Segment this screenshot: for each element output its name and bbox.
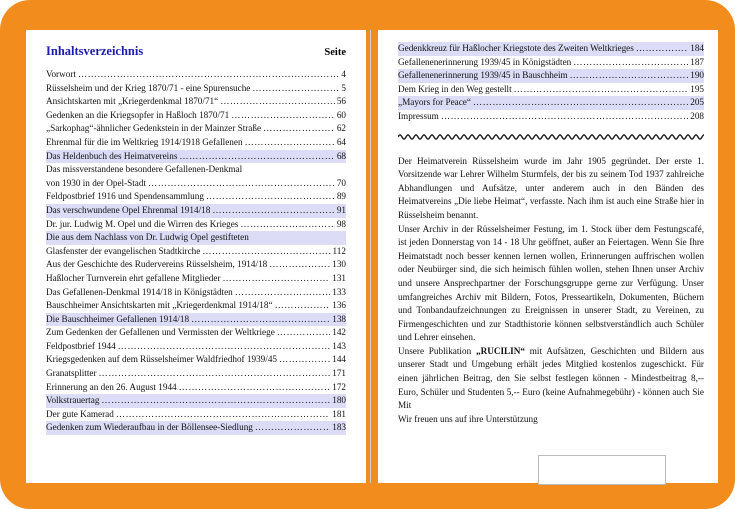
toc-entry-page: 112 bbox=[332, 245, 346, 256]
toc-entry-page: 131 bbox=[332, 272, 346, 283]
toc-entry-title: Haßlocher Turnverein ehrt gefallene Mitglieder bbox=[46, 272, 221, 283]
toc-entry[interactable] bbox=[46, 258, 346, 272]
toc-entry-page: 180 bbox=[332, 395, 346, 406]
paragraph-closing: Wir freuen uns auf ihre Unterstützung bbox=[398, 413, 538, 424]
toc-entry-page: 138 bbox=[332, 313, 346, 324]
toc-entry-title: Gedenken an die Kriegsopfer in Haßloch 1870/71 bbox=[46, 109, 230, 120]
dot-leader bbox=[206, 190, 335, 204]
dot-leader bbox=[148, 177, 335, 191]
toc-entry[interactable] bbox=[398, 96, 704, 110]
toc-entry-page: 56 bbox=[336, 96, 346, 107]
toc-entry-page: 133 bbox=[332, 286, 346, 297]
toc-entry[interactable] bbox=[398, 83, 704, 97]
dot-leader bbox=[191, 313, 330, 327]
toc-entry-title: Feldpostbrief 1916 und Spendensammlung bbox=[46, 191, 204, 202]
toc-header bbox=[46, 44, 346, 59]
dot-leader bbox=[570, 69, 689, 83]
dot-leader bbox=[573, 56, 688, 70]
toc-entry-title: Zum Gedenken der Gefallenen und Vermissten der Weltkriege bbox=[46, 327, 275, 338]
toc-entry[interactable] bbox=[46, 109, 346, 123]
toc-entry-page: 70 bbox=[336, 177, 346, 188]
dot-leader bbox=[235, 286, 330, 300]
toc-entry[interactable] bbox=[46, 231, 346, 245]
toc-entry-title: von 1930 in der Opel-Stadt bbox=[46, 177, 147, 188]
toc-entry[interactable] bbox=[46, 340, 346, 354]
toc-entry-page: 184 bbox=[690, 43, 704, 53]
toc-entry-page: 205 bbox=[690, 97, 704, 108]
toc-page-column-header: Seite bbox=[324, 47, 346, 58]
toc-entry-title: Rüsselsheim und der Krieg 1870/71 - eine Spurensuche bbox=[46, 82, 251, 93]
toc-entry-page: 91 bbox=[336, 204, 346, 215]
dot-leader bbox=[245, 136, 335, 150]
toc-list-continued bbox=[398, 42, 704, 124]
dot-leader bbox=[514, 83, 689, 97]
toc-entry-page: 171 bbox=[332, 368, 346, 379]
toc-entry[interactable] bbox=[46, 122, 346, 136]
toc-entry[interactable] bbox=[46, 381, 346, 395]
toc-entry[interactable] bbox=[46, 353, 346, 367]
toc-entry-title: Dr. jur. Ludwig M. Opel und die Wirren des Krieges bbox=[46, 218, 239, 229]
toc-entry-title: Granatsplitter bbox=[46, 368, 97, 379]
toc-entry[interactable] bbox=[398, 110, 704, 124]
dot-leader bbox=[101, 394, 330, 408]
toc-entry[interactable] bbox=[46, 68, 346, 82]
toc-entry-title: Das Heldenbuch des Heimatvereins bbox=[46, 150, 178, 161]
dot-leader bbox=[99, 367, 331, 381]
toc-entry[interactable] bbox=[46, 394, 346, 408]
redaction-box bbox=[538, 455, 666, 485]
toc-entry[interactable] bbox=[46, 177, 346, 191]
toc-entry-title: Ehrenmal für die im Weltkrieg 1914/1918 Gefallenen bbox=[46, 136, 243, 147]
dot-leader bbox=[275, 299, 331, 313]
toc-entry-title: Impressum bbox=[398, 110, 439, 121]
toc-entry[interactable] bbox=[46, 326, 346, 340]
toc-entry-page: 5 bbox=[341, 82, 346, 93]
toc-entry[interactable] bbox=[398, 56, 704, 70]
toc-entry[interactable] bbox=[46, 421, 346, 435]
toc-entry[interactable] bbox=[46, 204, 346, 218]
dot-leader bbox=[279, 353, 330, 367]
toc-entry[interactable] bbox=[46, 272, 346, 286]
toc-entry-title: Aus der Geschichte des Rudervereins Rüsselsheim, 1914/18 bbox=[46, 259, 268, 270]
association-description bbox=[398, 155, 704, 427]
toc-entry[interactable] bbox=[398, 42, 704, 56]
toc-list bbox=[46, 68, 346, 435]
dot-leader bbox=[277, 326, 330, 340]
toc-entry-title: Das Gefallenen-Denkmal 1914/18 in Königstädten bbox=[46, 286, 233, 297]
toc-entry-title: Die Bauschheimer Gefallenen 1914/18 bbox=[46, 313, 190, 324]
toc-entry[interactable] bbox=[46, 245, 346, 259]
dot-leader bbox=[252, 82, 339, 96]
toc-entry-page: 143 bbox=[332, 340, 346, 351]
toc-entry-page: 190 bbox=[690, 70, 704, 81]
toc-entry-title: Der gute Kamerad bbox=[46, 408, 114, 419]
toc-entry[interactable] bbox=[46, 286, 346, 300]
toc-page bbox=[26, 30, 366, 483]
toc-entry-page: 62 bbox=[336, 123, 346, 134]
toc-entry-title: Erinnerung an den 26. August 1944 bbox=[46, 381, 177, 392]
toc-entry-page: 64 bbox=[336, 136, 346, 147]
toc-entry-page: 195 bbox=[690, 83, 704, 94]
toc-entry[interactable] bbox=[398, 69, 704, 83]
toc-entry-page: 130 bbox=[332, 259, 346, 270]
toc-entry[interactable] bbox=[46, 190, 346, 204]
paragraph-archive: Unser Archiv in der Rüsselsheimer Festung, im 1. Stock über dem Festungscafé, ist jeden Donnerstag von 14 - 18 Uhr geöffnet, außer an Feiertagen. Wenn Sie Ihre Heimatstadt noch besser kennen lernen wollen, Erinnerungen auffrischen wollen oder Neubürger sind, die sich heimisch fühlen wollen, stehen Ihnen unser Archiv und unsere Ansprechpartner der Forschungsgruppe gerne zur Verfügung. Unser umfangreiches Archiv mit Bildern, Fotos, Pressеartikeln, Dokumenten, Büchern und Tonbandaufzeichnungen zu Ereignissen in unserer Stadt, zu Vereinen, zu Firmengeschichten und zur Stadthistorie können selbstverständlich auch Schüler und Lehrer einsehen. bbox=[398, 223, 704, 343]
toc-entry-page: 136 bbox=[332, 300, 346, 311]
toc-entry-title: „Mayors for Peace“ bbox=[398, 97, 471, 108]
toc-entry-page: 60 bbox=[336, 109, 346, 120]
toc-entry-title: Feldpostbrief 1944 bbox=[46, 340, 116, 351]
toc-title: Inhaltsverzeichnis bbox=[46, 44, 144, 58]
toc-entry-page: 183 bbox=[332, 422, 346, 433]
toc-entry-title: Das missverstandene besondere Gefallenen-Denkmal bbox=[46, 164, 243, 175]
toc-entry-title: Kriegsgedenken auf dem Rüsselsheimer Waldfriedhof 1939/45 bbox=[46, 354, 278, 365]
dot-leader bbox=[441, 110, 688, 124]
toc-entry-page: 144 bbox=[332, 354, 346, 365]
dot-leader bbox=[179, 381, 331, 395]
wavy-separator bbox=[398, 132, 704, 142]
toc-entry-page: 4 bbox=[341, 69, 346, 79]
toc-entry[interactable] bbox=[46, 163, 346, 177]
toc-entry-title: Volkstrauertag bbox=[46, 395, 100, 406]
paragraph-history: Der Heimatverein Rüsselsheim wurde im Jahr 1905 gegründet. Der erste 1. Vorsitzende war Lehrer Wilhelm Sturmfels, der bis zu seinem Tod 1937 zahlreiche Abhandlungen und Aufsätze, unter anderem auch in den Bänden des Heimatvereins „Die liebe Heimat“, verfasste. Nach ihm ist auch eine Straße hier in Rüsselsheim benannt. bbox=[398, 155, 704, 220]
dot-leader bbox=[212, 204, 335, 218]
dot-leader bbox=[202, 245, 330, 259]
toc-entry-title: Das verschwundene Opel Ehrenmal 1914/18 bbox=[46, 204, 211, 215]
toc-entry-page: 68 bbox=[336, 150, 346, 161]
paragraph-membership: Unsere Publikation „RUCILIN“ mit Aufsätzen, Geschichten und Bildern aus unserer Stadt und Umgebung erhält jedes Mitglied kostenlos zugeschickt. Für einen jährlichen Beitrag, den Sie selbst festlegen können - Mindestbeitrag 8,-- Euro, Schüler und Studenten 5,-- Euro (keine Aufnahmegebühr) - können auch Sie Mit bbox=[398, 345, 704, 411]
toc-entry[interactable] bbox=[46, 367, 346, 381]
dot-leader bbox=[220, 95, 335, 109]
dot-leader bbox=[269, 258, 330, 272]
publication-name: „RUCILIN“ bbox=[475, 345, 525, 356]
dot-leader bbox=[240, 218, 334, 232]
dot-leader bbox=[179, 150, 334, 164]
toc-entry-title: Glasfenster der evangelischen Stadtkirche bbox=[46, 245, 201, 256]
dot-leader bbox=[118, 340, 331, 354]
toc-entry[interactable] bbox=[46, 299, 346, 313]
dot-leader bbox=[116, 408, 330, 422]
toc-entry-title: Gedenkkreuz für Haßlocher Kriegstote des Zweiten Weltkrieges bbox=[398, 43, 634, 53]
toc-entry-page: 98 bbox=[336, 218, 346, 229]
toc-entry[interactable] bbox=[46, 82, 346, 96]
toc-entry-page: 142 bbox=[332, 327, 346, 338]
toc-entry-title: Gefallenenerinnerung 1939/45 in Königstädten bbox=[398, 56, 572, 67]
dot-leader bbox=[223, 272, 331, 286]
toc-entry[interactable] bbox=[46, 218, 346, 232]
toc-entry-page: 172 bbox=[332, 381, 346, 392]
toc-entry-title: Dem Krieg in den Weg gestellt bbox=[398, 83, 512, 94]
toc-entry-title: Vorwort bbox=[46, 69, 76, 79]
toc-entry-title: Ansichtskarten mit „Kriegerdenkmal 1870/71“ bbox=[46, 96, 219, 107]
toc-entry-page: 89 bbox=[336, 191, 346, 202]
toc-entry-page: 187 bbox=[690, 56, 704, 67]
toc-entry-title: Die aus dem Nachlass von Dr. Ludwig Opel gestifteten bbox=[46, 232, 249, 243]
toc-entry[interactable] bbox=[46, 150, 346, 164]
page-divider bbox=[370, 30, 371, 483]
toc-entry-title: „Sarkophag“-ähnlicher Gedenkstein in der Mainzer Straße bbox=[46, 123, 262, 134]
toc-entry-page: 181 bbox=[332, 408, 346, 419]
toc-entry[interactable] bbox=[46, 313, 346, 327]
toc-entry[interactable] bbox=[46, 95, 346, 109]
dot-leader bbox=[473, 96, 688, 110]
dot-leader bbox=[263, 122, 335, 136]
toc-entry-title: Gedenken zum Wiederaufbau in der Böllensee-Siedlung bbox=[46, 422, 253, 433]
toc-entry-title: Gefallenenerinnerung 1939/45 in Bauschheim bbox=[398, 70, 568, 81]
dot-leader bbox=[231, 109, 335, 123]
dot-leader bbox=[255, 421, 330, 435]
dot-leader bbox=[636, 42, 688, 56]
toc-entry[interactable] bbox=[46, 136, 346, 150]
toc-entry[interactable] bbox=[46, 408, 346, 422]
dot-leader bbox=[78, 68, 339, 82]
info-page bbox=[378, 30, 718, 483]
toc-entry-title: Bauschheimer Ansichtskarten mit „Kriegerdenkmal 1914/18“ bbox=[46, 300, 273, 311]
toc-entry-page: 208 bbox=[690, 110, 704, 121]
